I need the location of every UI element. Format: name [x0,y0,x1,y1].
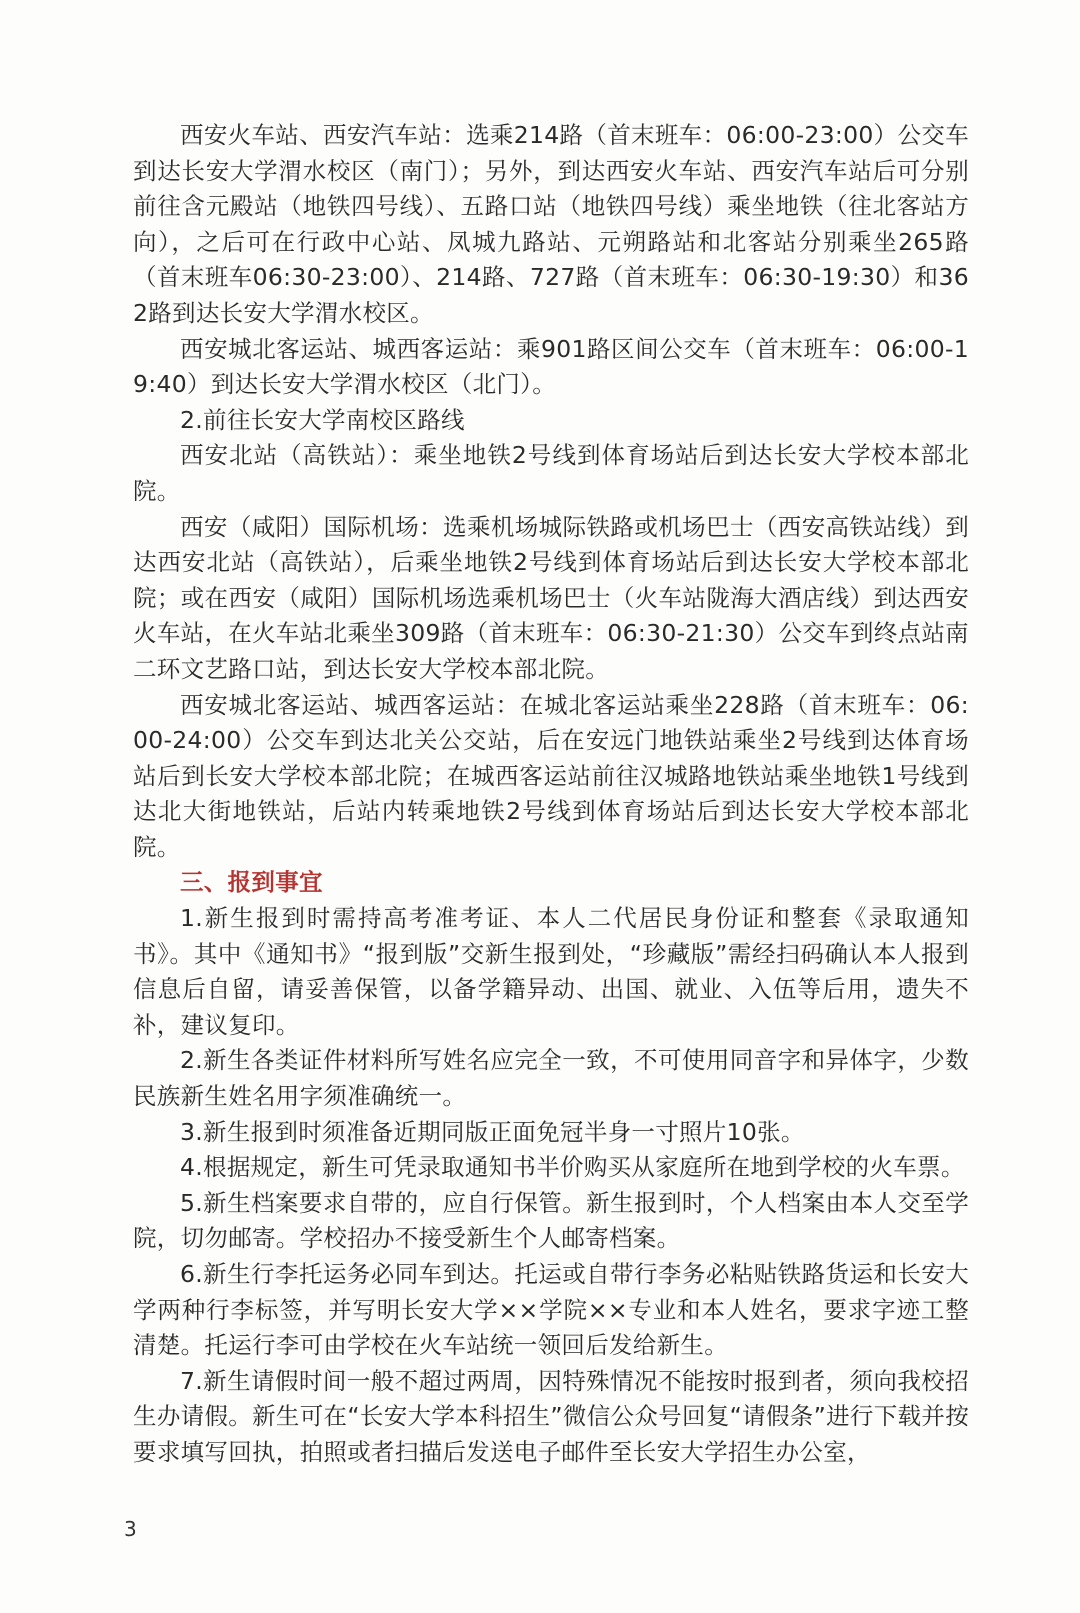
paragraph-xian-railway-station: 西安火车站、西安汽车站：选乘214路（首末班车：06:00-23:00）公交车到达长安大学渭水校区（南门）；另外，到达西安火车站、西安汽车站后可分别前往含元殿站（地铁四号线）、五路口站（地铁四号线）乘坐地铁（往北客站方向），之后可在行政中心站、凤城九路站、元朔路站和北客站分别乘坐265路（首末班车06:30-23:00）、214路、727路（首末班车：06:30-19:30）和362路到达长安大学渭水校区。 [133,121,969,327]
paragraph-xian-north-station: 西安北站（高铁站）：乘坐地铁2号线到体育场站后到达长安大学校本部北院。 [133,441,969,505]
paragraph-item-3: 3.新生报到时须准备近期同版正面免冠半身一寸照片10张。 [180,1117,805,1146]
paragraph-north-west-bus-stations: 西安城北客运站、城西客运站：乘901路区间公交车（首末班车：06:00-19:40）到达长安大学渭水校区（北门）。 [133,334,969,399]
paragraph-item-5: 5.新生档案要求自带的，应自行保管。新生报到时，个人档案由本人交至学院，切勿邮寄。学校招办不接受新生个人邮寄档案。 [133,1188,969,1253]
paragraph-item-6: 6.新生行李托运务必同车到达。托运或自带行李务必粘贴铁路货运和长安大学两种行李标签，并写明长安大学××学院××专业和本人姓名，要求字迹工整清楚。托运行李可由学校在火车站统一领回后发给新生。 [133,1260,969,1360]
paragraph-item-2: 2.新生各类证件材料所写姓名应完全一致，不可使用同音字和异体字，少数民族新生姓名用字须准确统一。 [133,1046,969,1111]
page-number: 3 [124,1517,137,1541]
paragraph-bus-stations-south-campus: 西安城北客运站、城西客运站：在城北客运站乘坐228路（首末班车：06:00-24:00）公交车到达北关公交站，后在安远门地铁站乘坐2号线到达体育场站后到长安大学校本部北院；在城西客运站前往汉城路地铁站乘坐地铁1号线到达北大街地铁站，后站内转乘地铁2号线到体育场站后到达长安大学校本部北院。 [133,690,969,861]
paragraph-item-1: 1.新生报到时需持高考准考证、本人二代居民身份证和整套《录取通知书》。其中《通知书》“报到版”交新生报到处，“珍藏版”需经扫码确认本人报到信息后自留，请妥善保管，以备学籍异动、出国、就业、入伍等后用，遗失不补，建议复印。 [133,904,969,1039]
document-body [133,118,969,1471]
paragraph-south-campus-route-title: 2.前往长安大学南校区路线 [180,405,465,434]
paragraph-xianyang-airport: 西安（咸阳）国际机场：选乘机场城际铁路或机场巴士（西安高铁站线）到达西安北站（高铁站），后乘坐地铁2号线到体育场站后到达长安大学校本部北院；或在西安（咸阳）国际机场选乘机场巴士（火车站陇海大酒店线）到达西安火车站，在火车站北乘坐309路（首末班车：06:30-21:30）公交车到终点站南二环文艺路口站，到达长安大学校本部北院。 [133,512,969,683]
paragraph-item-7: 7.新生请假时间一般不超过两周，因特殊情况不能按时报到者，须向我校招生办请假。新生可在“长安大学本科招生”微信公众号回复“请假条”进行下载并按要求填写回执，拍照或者扫描后发送电子邮件至长安大学招生办公室， [133,1366,969,1466]
section-heading-registration: 三、报到事宜 [180,868,323,897]
paragraph-item-4: 4.根据规定，新生可凭录取通知书半价购买从家庭所在地到学校的火车票。 [180,1153,965,1182]
